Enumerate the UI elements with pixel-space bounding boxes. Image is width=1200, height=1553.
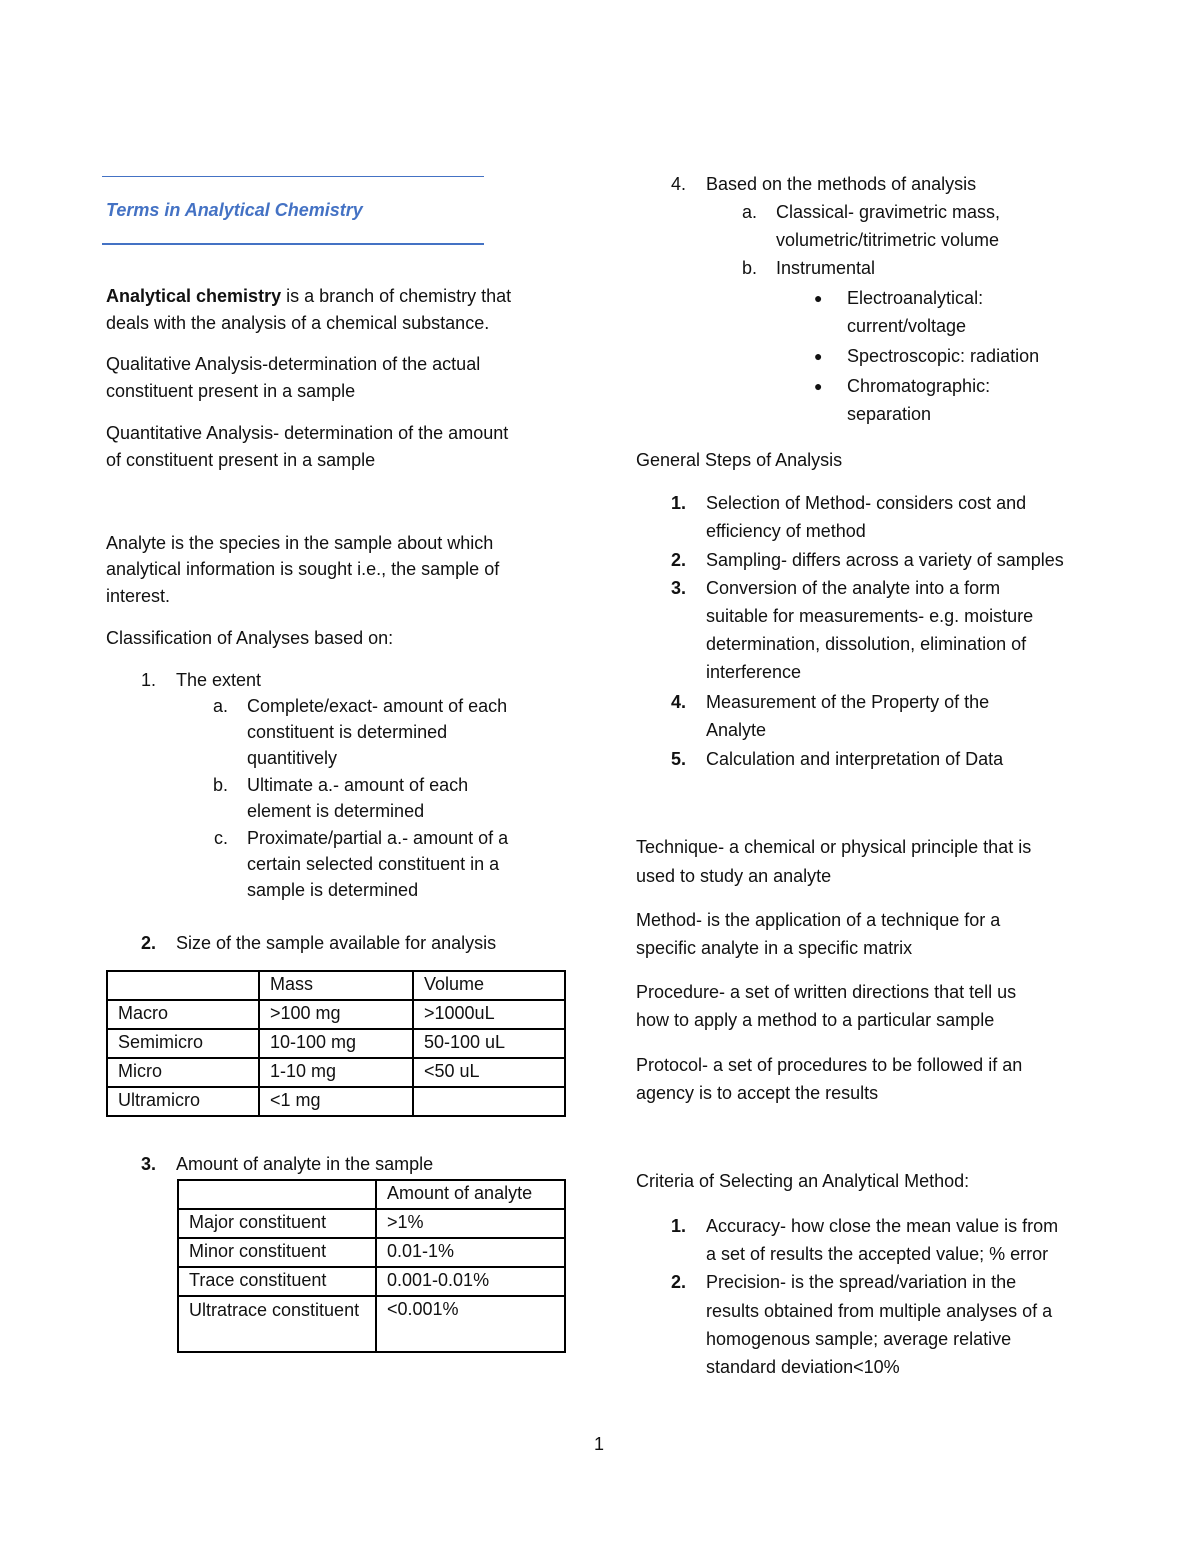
precision-line3: homogenous sample; average relative (706, 1329, 1012, 1349)
criteria-title: Criteria of Selecting an Analytical Method: (636, 1171, 970, 1191)
table-cell: <1 mg (259, 1087, 413, 1116)
list-number: 4. (670, 174, 686, 194)
sample-size-table (106, 970, 566, 1117)
precision-line2: results obtained from multiple analyses of a (706, 1301, 1053, 1321)
list-number: 3. (670, 578, 686, 598)
qualitative-line2: constituent present in a sample (106, 381, 356, 401)
extent-c-line1: Proximate/partial a.- amount of a (247, 828, 509, 848)
bullet-icon: ● (814, 378, 823, 394)
instrumental-label: Instrumental (776, 258, 876, 278)
protocol-line2: agency is to accept the results (636, 1083, 879, 1103)
list-number: 2. (670, 550, 686, 570)
table-cell (178, 1180, 376, 1209)
methods-of-analysis: Based on the methods of analysis (706, 174, 977, 194)
list-number: 2. (140, 933, 156, 953)
quantitative-line2: of constituent present in a sample (106, 450, 376, 470)
list-number: 5. (670, 749, 686, 769)
method-line2: specific analyte in a specific matrix (636, 938, 913, 958)
table-cell (413, 1087, 565, 1116)
table-row (178, 1267, 565, 1296)
header-rule-bottom (102, 243, 484, 245)
step1-line1: Selection of Method- considers cost and (706, 493, 1027, 513)
extent-a-line1: Complete/exact- amount of each (247, 696, 508, 716)
table-cell: >1% (376, 1209, 565, 1238)
table-cell: 0.001-0.01% (376, 1267, 565, 1296)
list-number: 1. (670, 1216, 686, 1236)
table-cell: Trace constituent (178, 1267, 376, 1296)
table-row (107, 1087, 565, 1116)
classical-line1: Classical- gravimetric mass, (776, 202, 1001, 222)
table-row (107, 1000, 565, 1029)
general-steps-title: General Steps of Analysis (636, 450, 843, 470)
classification-amount: Amount of analyte in the sample (176, 1154, 434, 1174)
electroanalytical-line2: current/voltage (847, 316, 967, 336)
table-row (178, 1209, 565, 1238)
analyte-amount-table (177, 1179, 566, 1353)
step2-line1: Sampling- differs across a variety of samples (706, 550, 1064, 570)
procedure-line1: Procedure- a set of written directions that tell us (636, 982, 1017, 1002)
table-cell: >1000uL (413, 1000, 565, 1029)
step4-line2: Analyte (706, 720, 767, 740)
analyte-line3: interest. (106, 586, 171, 606)
electroanalytical-line1: Electroanalytical: (847, 288, 984, 308)
quantitative-line1: Quantitative Analysis- determination of the amount (106, 423, 509, 443)
table-cell: <0.001% (376, 1296, 565, 1352)
technique-line2: used to study an analyte (636, 866, 832, 886)
table-row (178, 1180, 565, 1209)
header-rule-top (102, 176, 484, 177)
bullet-icon: ● (814, 348, 823, 364)
table-cell: Ultratrace constituent (178, 1296, 376, 1352)
table-cell (107, 971, 259, 1000)
table-cell: >100 mg (259, 1000, 413, 1029)
list-letter: b. (741, 258, 757, 278)
table-row (178, 1296, 565, 1352)
list-number: 1. (140, 670, 156, 690)
list-number: 1. (670, 493, 686, 513)
table-cell: 10-100 mg (259, 1029, 413, 1058)
table-row (107, 1029, 565, 1058)
list-letter: b. (212, 775, 228, 795)
table-cell: Micro (107, 1058, 259, 1087)
step5-line1: Calculation and interpretation of Data (706, 749, 1004, 769)
list-letter: c. (213, 828, 228, 848)
extent-b-line2: element is determined (247, 801, 425, 821)
definition-line2: deals with the analysis of a chemical substance. (106, 313, 490, 333)
section-header: Terms in Analytical Chemistry (106, 200, 363, 220)
step3-line1: Conversion of the analyte into a form (706, 578, 1001, 598)
table-cell: Ultramicro (107, 1087, 259, 1116)
classification-size: Size of the sample available for analysis (176, 933, 497, 953)
step3-line4: interference (706, 662, 802, 682)
step4-line1: Measurement of the Property of the (706, 692, 990, 712)
chromatographic-line1: Chromatographic: (847, 376, 991, 396)
analyte-line2: analytical information is sought i.e., the sample of (106, 559, 500, 579)
table-cell: Minor constituent (178, 1238, 376, 1267)
table-cell: <50 uL (413, 1058, 565, 1087)
list-number: 4. (670, 692, 686, 712)
step3-line3: determination, dissolution, elimination of (706, 634, 1027, 654)
spectroscopic-line: Spectroscopic: radiation (847, 346, 1040, 366)
table-row (178, 1238, 565, 1267)
qualitative-line1: Qualitative Analysis-determination of the actual (106, 354, 481, 374)
classical-line2: volumetric/titrimetric volume (776, 230, 1000, 250)
table-cell: Mass (259, 971, 413, 1000)
analyte-line1: Analyte is the species in the sample about which (106, 533, 494, 553)
table-cell: Volume (413, 971, 565, 1000)
table-cell: Amount of analyte (376, 1180, 565, 1209)
accuracy-line1: Accuracy- how close the mean value is from (706, 1216, 1059, 1236)
definition-analytical-chemistry: Analytical chemistry is a branch of chemistry that (106, 286, 512, 306)
bullet-icon: ● (814, 290, 823, 306)
protocol-line1: Protocol- a set of procedures to be followed if an (636, 1055, 1023, 1075)
extent-a-line3: quantitively (247, 748, 338, 768)
step3-line2: suitable for measurements- e.g. moisture (706, 606, 1034, 626)
extent-c-line3: sample is determined (247, 880, 419, 900)
procedure-line2: how to apply a method to a particular sample (636, 1010, 995, 1030)
list-number: 2. (670, 1272, 686, 1292)
step1-line2: efficiency of method (706, 521, 866, 541)
extent-c-line2: certain selected constituent in a (247, 854, 500, 874)
method-line1: Method- is the application of a technique for a (636, 910, 1001, 930)
technique-line1: Technique- a chemical or physical principle that is (636, 837, 1032, 857)
table-cell: 1-10 mg (259, 1058, 413, 1087)
term-bold: Analytical chemistry (106, 286, 282, 306)
table-cell: Major constituent (178, 1209, 376, 1238)
table-row (107, 971, 565, 1000)
classification-title: Classification of Analyses based on: (106, 628, 394, 648)
table-cell: Semimicro (107, 1029, 259, 1058)
table-cell: Macro (107, 1000, 259, 1029)
table-row (107, 1058, 565, 1087)
page-number: 1 (594, 1434, 605, 1454)
precision-line4: standard deviation<10% (706, 1357, 900, 1377)
list-number: 3. (140, 1154, 156, 1174)
table-cell: 50-100 uL (413, 1029, 565, 1058)
list-letter: a. (212, 696, 228, 716)
classification-extent: The extent (176, 670, 262, 690)
extent-a-line2: constituent is determined (247, 722, 448, 742)
table-cell: 0.01-1% (376, 1238, 565, 1267)
accuracy-line2: a set of results the accepted value; % error (706, 1244, 1049, 1264)
list-letter: a. (741, 202, 757, 222)
extent-b-line1: Ultimate a.- amount of each (247, 775, 469, 795)
chromatographic-line2: separation (847, 404, 932, 424)
precision-line1: Precision- is the spread/variation in the (706, 1272, 1017, 1292)
